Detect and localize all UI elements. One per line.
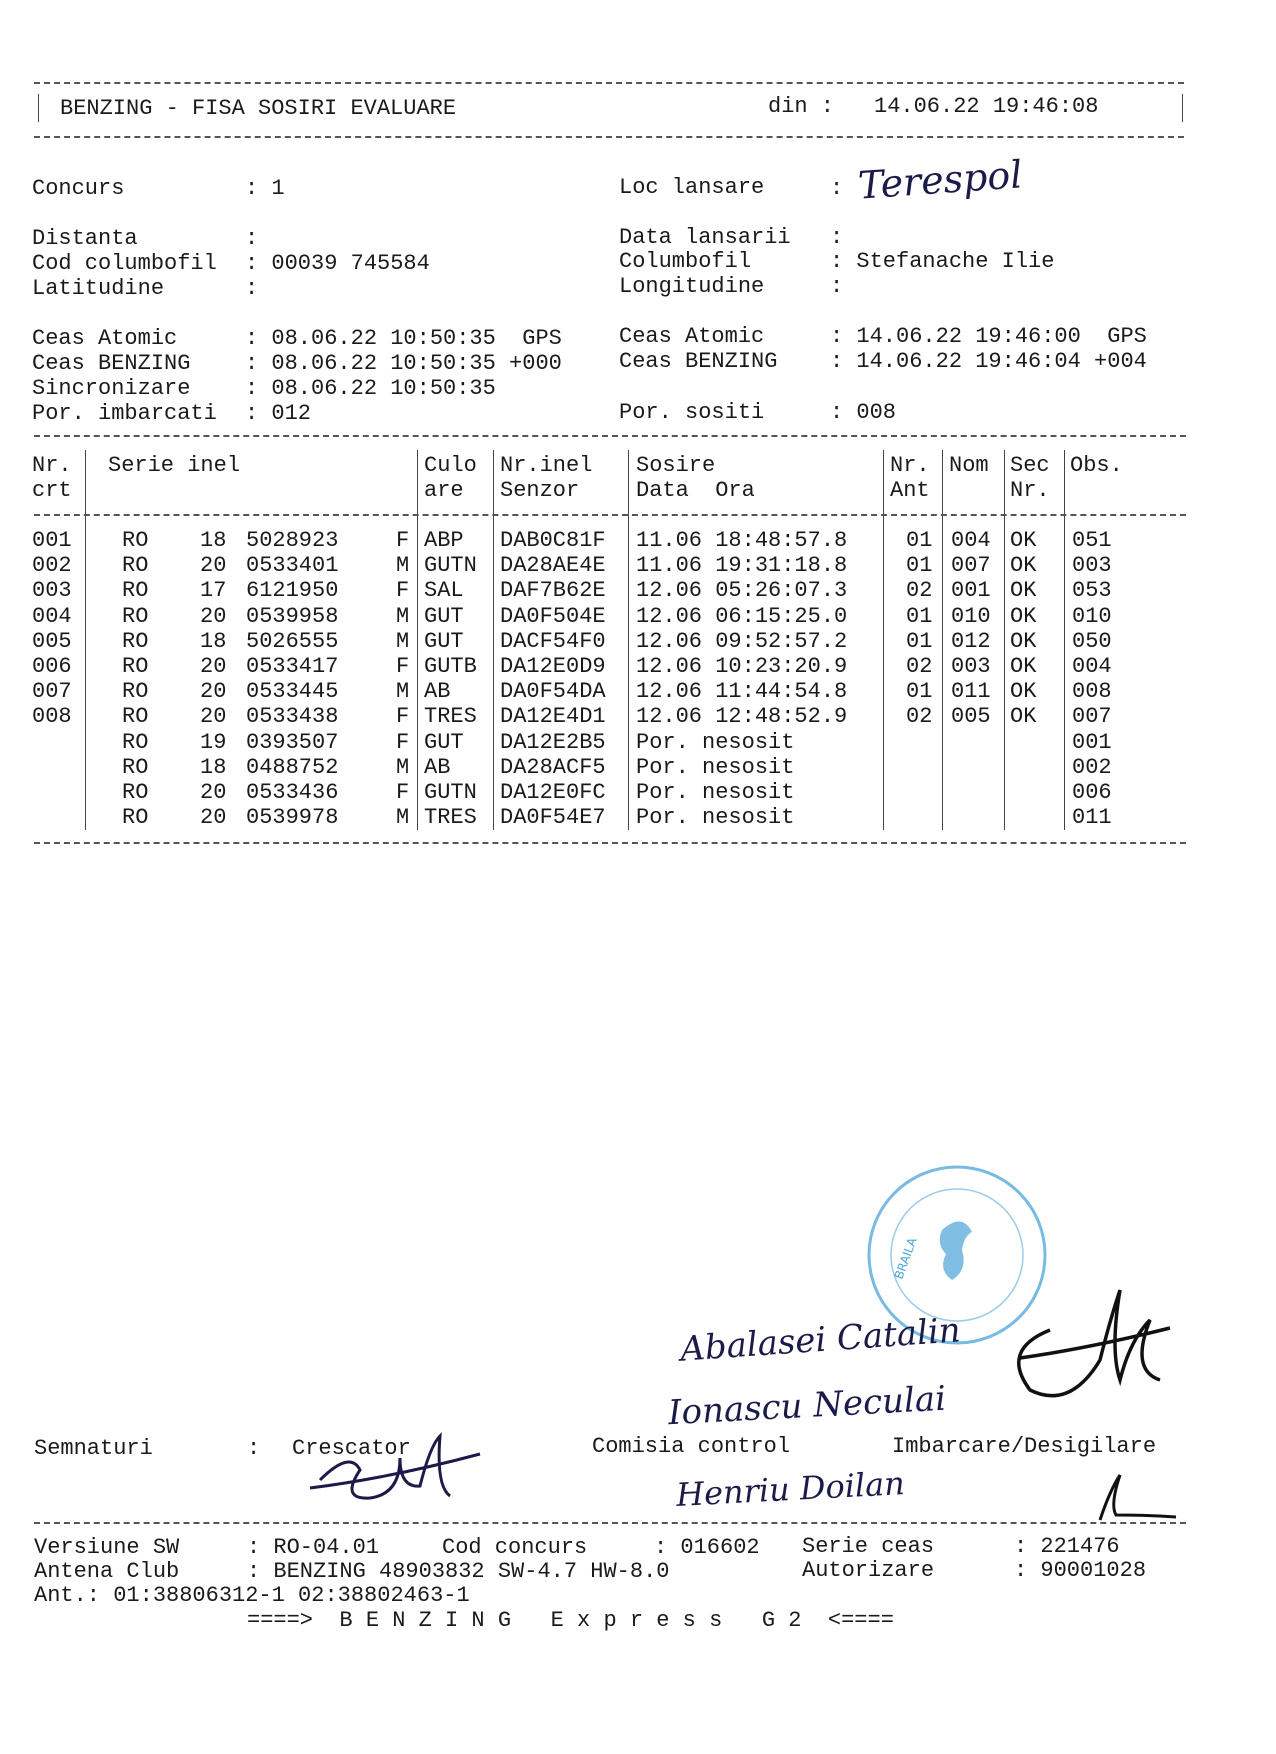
th-obs: Obs. xyxy=(1070,453,1123,478)
cell-crt: 006 xyxy=(32,654,72,679)
cell-culoare: GUT xyxy=(424,629,464,654)
ceas-benzing-2-value: : 14.06.22 19:46:04 +004 xyxy=(830,349,1147,374)
cell-tara: RO xyxy=(122,704,149,729)
th-are: are xyxy=(424,478,464,503)
cell-obs: 008 xyxy=(1072,679,1112,704)
cell-sosire: 11.06 18:48:57.8 xyxy=(636,528,848,553)
col-sep-8 xyxy=(1064,450,1065,830)
cell-culoare: TRES xyxy=(424,704,477,729)
th-senzor: Senzor xyxy=(500,478,580,503)
cell-nr: 5028923 xyxy=(246,528,339,553)
cell-sex: F xyxy=(396,654,410,679)
th-nr: Nr. xyxy=(32,453,72,478)
cell-senzor: DA0F504E xyxy=(500,604,606,629)
cell-crt: 003 xyxy=(32,578,72,603)
cell-culoare: GUT xyxy=(424,604,464,629)
cell-nr: 5026555 xyxy=(246,629,339,654)
cell-tara: RO xyxy=(122,604,149,629)
cell-sosire: Por. nesosit xyxy=(636,780,795,805)
cell-crt: 007 xyxy=(32,679,72,704)
cell-an: 20 xyxy=(200,553,227,578)
concurs-label: Concurs xyxy=(32,176,125,201)
cell-tara: RO xyxy=(122,553,149,578)
por-sositi-value: : 008 xyxy=(830,400,897,425)
loc-lansare-label: Loc lansare xyxy=(619,175,765,200)
cell-nr: 0393507 xyxy=(246,730,339,755)
col-sep-4 xyxy=(628,450,629,830)
cell-sex: M xyxy=(396,805,410,830)
header-top-border xyxy=(34,82,1184,84)
cell-an: 20 xyxy=(200,604,227,629)
cell-sosire: 11.06 19:31:18.8 xyxy=(636,553,848,578)
cell-culoare: SAL xyxy=(424,578,464,603)
cell-senzor: DA12E0FC xyxy=(500,780,606,805)
antena-club-value: : BENZING 48903832 SW-4.7 HW-8.0 xyxy=(247,1559,670,1584)
cell-an: 20 xyxy=(200,780,227,805)
cell-culoare: GUTN xyxy=(424,780,477,805)
cell-nr: 0539958 xyxy=(246,604,339,629)
handwritten-name-3: Henriu Doilan xyxy=(675,1464,906,1514)
cell-ant: 02 xyxy=(906,654,933,679)
col-sep-6 xyxy=(942,450,943,830)
th-sec: Sec xyxy=(1010,453,1050,478)
th-nr-inel: Nr.inel xyxy=(500,453,593,478)
col-sep-5 xyxy=(883,450,884,830)
cell-an: 20 xyxy=(200,654,227,679)
ceas-atomic-2-value: : 14.06.22 19:46:00 GPS xyxy=(830,324,1147,349)
cell-crt: 001 xyxy=(32,528,72,553)
cell-senzor: DA0F54E7 xyxy=(500,805,606,830)
cell-culoare: GUTB xyxy=(424,654,477,679)
cell-tara: RO xyxy=(122,805,149,830)
cell-ant: 02 xyxy=(906,704,933,729)
cell-tara: RO xyxy=(122,578,149,603)
cell-nom: 012 xyxy=(951,629,991,654)
cell-obs: 004 xyxy=(1072,654,1112,679)
cell-culoare: GUTN xyxy=(424,553,477,578)
cell-ant: 01 xyxy=(906,629,933,654)
autorizare-label: Autorizare xyxy=(802,1558,935,1583)
sincronizare-value: : 08.06.22 10:50:35 xyxy=(245,376,496,401)
cell-nr: 0533438 xyxy=(246,704,339,729)
cell-sosire: Por. nesosit xyxy=(636,805,795,830)
table-header-rule xyxy=(34,514,1186,516)
por-sositi-label: Por. sositi xyxy=(619,400,765,425)
handwritten-name-1: Abalasei Catalin xyxy=(678,1310,962,1370)
cell-senzor: DACF54F0 xyxy=(500,629,606,654)
cell-sosire: Por. nesosit xyxy=(636,730,795,755)
serie-ceas-label: Serie ceas xyxy=(802,1534,935,1559)
antenna-serials: Ant.: 01:38806312-1 02:38802463-1 xyxy=(34,1583,470,1608)
cell-nom: 001 xyxy=(951,578,991,603)
cell-nr: 0539978 xyxy=(246,805,339,830)
stamp-text: BRAILA xyxy=(891,1235,920,1282)
cell-sec: OK xyxy=(1010,604,1037,629)
ceas-benzing-1-value: : 08.06.22 10:50:35 +000 xyxy=(245,351,562,376)
header-date-label: din : xyxy=(768,94,835,119)
cell-senzor: DA28ACF5 xyxy=(500,755,606,780)
cell-obs: 003 xyxy=(1072,553,1112,578)
footer-rule xyxy=(34,1522,1186,1524)
cell-culoare: TRES xyxy=(424,805,477,830)
cell-ant: 01 xyxy=(906,604,933,629)
cell-sec: OK xyxy=(1010,679,1037,704)
data-lansarii-value: : xyxy=(830,225,844,250)
semnaturi-colon: : xyxy=(247,1436,261,1461)
th-nr-ant: Nr. xyxy=(890,453,930,478)
versiune-sw-label: Versiune SW xyxy=(34,1535,180,1560)
cell-senzor: DAF7B62E xyxy=(500,578,606,603)
cell-an: 19 xyxy=(200,730,227,755)
cell-obs: 010 xyxy=(1072,604,1112,629)
cell-sex: M xyxy=(396,755,410,780)
cell-sex: F xyxy=(396,780,410,805)
cell-sosire: Por. nesosit xyxy=(636,755,795,780)
cell-nr: 0533436 xyxy=(246,780,339,805)
th-ant: Ant xyxy=(890,478,930,503)
cell-sex: M xyxy=(396,604,410,629)
cell-an: 18 xyxy=(200,629,227,654)
cell-tara: RO xyxy=(122,528,149,553)
cell-senzor: DA12E2B5 xyxy=(500,730,606,755)
cell-nr: 0533445 xyxy=(246,679,339,704)
cell-nom: 011 xyxy=(951,679,991,704)
th-data-ora: Data Ora xyxy=(636,478,755,503)
cell-nr: 0488752 xyxy=(246,755,339,780)
th-sec-nr: Nr. xyxy=(1010,478,1050,503)
antena-club-label: Antena Club xyxy=(34,1559,180,1584)
cell-obs: 051 xyxy=(1072,528,1112,553)
th-culo: Culo xyxy=(424,453,477,478)
concurs-value: : 1 xyxy=(245,176,285,201)
cell-sec: OK xyxy=(1010,528,1037,553)
autorizare-value: : 90001028 xyxy=(1014,1558,1147,1583)
ceas-atomic-1-value: : 08.06.22 10:50:35 GPS xyxy=(245,326,562,351)
cell-obs: 053 xyxy=(1072,578,1112,603)
data-lansarii-label: Data lansarii xyxy=(619,225,791,250)
cell-sec: OK xyxy=(1010,553,1037,578)
cell-an: 20 xyxy=(200,704,227,729)
distanta-label: Distanta xyxy=(32,226,138,251)
col-sep-1 xyxy=(85,450,86,830)
cell-senzor: DA12E0D9 xyxy=(500,654,606,679)
longitudine-value: : xyxy=(830,274,844,299)
cell-senzor: DA28AE4E xyxy=(500,553,606,578)
comisia-control-label: Comisia control xyxy=(592,1434,791,1459)
cell-obs: 006 xyxy=(1072,780,1112,805)
cell-tara: RO xyxy=(122,780,149,805)
cell-senzor: DA0F54DA xyxy=(500,679,606,704)
cell-obs: 050 xyxy=(1072,629,1112,654)
signature-crescator xyxy=(300,1410,500,1520)
cell-nr: 0533417 xyxy=(246,654,339,679)
distanta-value: : xyxy=(245,226,259,251)
th-sosire: Sosire xyxy=(636,453,716,478)
header-title: BENZING - FISA SOSIRI EVALUARE xyxy=(60,96,457,121)
cell-nom: 010 xyxy=(951,604,991,629)
cell-an: 20 xyxy=(200,679,227,704)
cell-nom: 004 xyxy=(951,528,991,553)
cell-sosire: 12.06 05:26:07.3 xyxy=(636,578,848,603)
signature-imbarcare-1 xyxy=(990,1270,1180,1440)
cell-crt: 002 xyxy=(32,553,72,578)
cell-nom: 007 xyxy=(951,553,991,578)
cell-an: 20 xyxy=(200,805,227,830)
cell-obs: 011 xyxy=(1072,805,1112,830)
cell-crt: 008 xyxy=(32,704,72,729)
cell-senzor: DA12E4D1 xyxy=(500,704,606,729)
table-top-rule xyxy=(34,435,1186,437)
cell-tara: RO xyxy=(122,755,149,780)
cod-concurs-value: : 016602 xyxy=(654,1535,760,1560)
cell-tara: RO xyxy=(122,629,149,654)
handwritten-name-2: Ionascu Neculai xyxy=(667,1378,947,1434)
cell-ant: 01 xyxy=(906,553,933,578)
por-imbarcati-label: Por. imbarcati xyxy=(32,401,217,426)
semnaturi-label: Semnaturi xyxy=(34,1436,153,1461)
cell-tara: RO xyxy=(122,730,149,755)
col-sep-2 xyxy=(417,450,418,830)
cell-crt: 004 xyxy=(32,604,72,629)
cell-sex: M xyxy=(396,679,410,704)
cell-sosire: 12.06 11:44:54.8 xyxy=(636,679,848,704)
cell-obs: 001 xyxy=(1072,730,1112,755)
cell-sex: M xyxy=(396,629,410,654)
ceas-benzing-2-label: Ceas BENZING xyxy=(619,349,778,374)
cod-columbofil-label: Cod columbofil xyxy=(32,251,217,276)
loc-lansare-handwritten: Terespol xyxy=(856,152,1024,208)
ceas-atomic-2-label: Ceas Atomic xyxy=(619,324,765,349)
header-bottom-border xyxy=(34,136,1184,138)
th-crt: crt xyxy=(32,478,72,503)
cell-sex: M xyxy=(396,553,410,578)
latitudine-value: : xyxy=(245,276,259,301)
ceas-atomic-1-label: Ceas Atomic xyxy=(32,326,178,351)
por-imbarcati-value: : 012 xyxy=(245,401,312,426)
columbofil-value: : Stefanache Ilie xyxy=(830,249,1055,274)
col-sep-3 xyxy=(493,450,494,830)
cell-an: 17 xyxy=(200,578,227,603)
columbofil-label: Columbofil xyxy=(619,249,752,274)
cell-nr: 6121950 xyxy=(246,578,339,603)
cell-sosire: 12.06 06:15:25.0 xyxy=(636,604,848,629)
cell-an: 18 xyxy=(200,755,227,780)
col-sep-7 xyxy=(1004,450,1005,830)
cell-nom: 005 xyxy=(951,704,991,729)
cell-ant: 01 xyxy=(906,679,933,704)
cell-crt: 005 xyxy=(32,629,72,654)
cell-sec: OK xyxy=(1010,654,1037,679)
header-date-value: 14.06.22 19:46:08 xyxy=(874,94,1099,119)
cell-sosire: 12.06 12:48:52.9 xyxy=(636,704,848,729)
cell-an: 18 xyxy=(200,528,227,553)
serie-ceas-value: : 221476 xyxy=(1014,1534,1120,1559)
ceas-benzing-1-label: Ceas BENZING xyxy=(32,351,191,376)
versiune-sw-value: : RO-04.01 xyxy=(247,1535,380,1560)
cell-sec: OK xyxy=(1010,704,1037,729)
table-bottom-rule xyxy=(34,842,1186,844)
cell-culoare: AB xyxy=(424,755,451,780)
cell-nr: 0533401 xyxy=(246,553,339,578)
imbarcare-desigilare-label: Imbarcare/Desigilare xyxy=(892,1434,1157,1459)
cell-culoare: ABP xyxy=(424,528,464,553)
benzing-express-banner: ====> B E N Z I N G E x p r e s s G 2 <==== xyxy=(247,1608,894,1633)
cell-obs: 007 xyxy=(1072,704,1112,729)
cell-nom: 003 xyxy=(951,654,991,679)
th-serie-inel: Serie inel xyxy=(108,453,241,478)
latitudine-label: Latitudine xyxy=(32,276,165,301)
cod-concurs-label: Cod concurs xyxy=(442,1535,588,1560)
cell-tara: RO xyxy=(122,679,149,704)
header-right-border xyxy=(1182,94,1183,122)
cell-sec: OK xyxy=(1010,629,1037,654)
cell-sosire: 12.06 09:52:57.2 xyxy=(636,629,848,654)
cell-sex: F xyxy=(396,578,410,603)
cell-senzor: DAB0C81F xyxy=(500,528,606,553)
cell-sex: F xyxy=(396,528,410,553)
cell-ant: 02 xyxy=(906,578,933,603)
cell-culoare: AB xyxy=(424,679,451,704)
header-left-border xyxy=(38,94,39,122)
cell-culoare: GUT xyxy=(424,730,464,755)
loc-lansare-value: : xyxy=(830,176,844,201)
cell-ant: 01 xyxy=(906,528,933,553)
cell-sosire: 12.06 10:23:20.9 xyxy=(636,654,848,679)
signature-imbarcare-2 xyxy=(1080,1460,1190,1530)
cell-sex: F xyxy=(396,730,410,755)
longitudine-label: Longitudine xyxy=(619,274,765,299)
sincronizare-label: Sincronizare xyxy=(32,376,191,401)
crescator-label: Crescator xyxy=(292,1436,411,1461)
cell-sex: F xyxy=(396,704,410,729)
cell-tara: RO xyxy=(122,654,149,679)
cell-sec: OK xyxy=(1010,578,1037,603)
cod-columbofil-value: : 00039 745584 xyxy=(245,251,430,276)
th-nom: Nom xyxy=(949,453,989,478)
cell-obs: 002 xyxy=(1072,755,1112,780)
